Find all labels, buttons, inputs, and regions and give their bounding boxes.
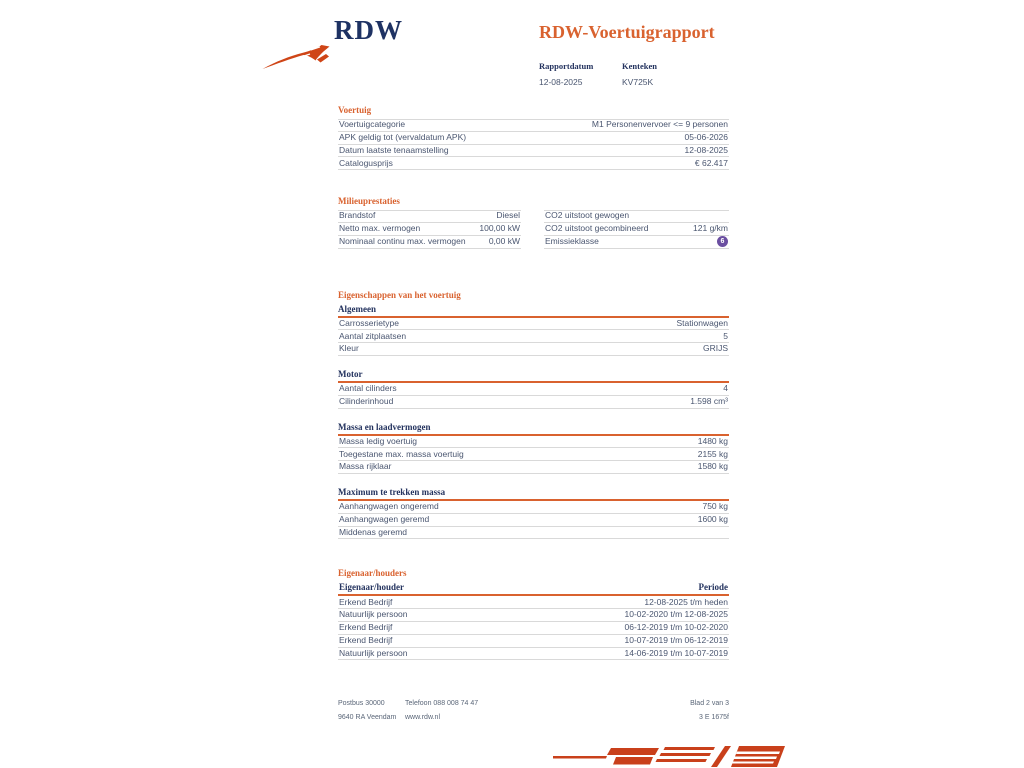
row-label: Massa rijklaar xyxy=(339,461,392,472)
row-label: Kleur xyxy=(339,343,359,354)
report-date-block xyxy=(539,56,593,87)
table-row xyxy=(338,514,729,527)
table-row xyxy=(544,223,729,236)
table-row xyxy=(338,635,729,648)
table-row xyxy=(338,223,521,236)
row-label: Netto max. vermogen xyxy=(339,223,421,234)
period-column-header: Periode xyxy=(698,582,728,593)
report-content xyxy=(338,105,729,660)
rdw-logo-text: RDW xyxy=(334,15,403,45)
table-row xyxy=(338,236,521,249)
owner-cell: Erkend Bedrijf xyxy=(339,635,393,646)
table-row xyxy=(338,145,729,158)
period-cell: 12-08-2025 t/m heden xyxy=(644,596,728,607)
table-row xyxy=(338,210,521,223)
row-label: Nominaal continu max. vermogen xyxy=(339,236,466,247)
row-value: 1.598 cm³ xyxy=(690,396,728,407)
owner-table-header xyxy=(338,582,729,596)
row-label: Emissieklasse xyxy=(545,236,599,247)
period-cell: 10-07-2019 t/m 06-12-2019 xyxy=(624,635,728,646)
page-footer xyxy=(338,700,729,728)
row-label: APK geldig tot (vervaldatum APK) xyxy=(339,132,467,143)
row-label: Catalogusprijs xyxy=(339,157,393,168)
owner-cell: Natuurlijk persoon xyxy=(339,609,408,620)
row-label: Toegestane max. massa voertuig xyxy=(339,448,464,459)
footer-website: www.rdw.nl xyxy=(405,714,441,721)
table-row xyxy=(338,448,729,461)
table-row xyxy=(544,210,729,223)
row-value: 05-06-2026 xyxy=(684,132,728,143)
table-row xyxy=(338,330,729,343)
voertuig-table xyxy=(338,119,729,170)
section-heading-milieuprestaties: Milieuprestaties xyxy=(338,196,400,207)
row-value: 4 xyxy=(723,383,728,394)
period-cell: 14-06-2019 t/m 10-07-2019 xyxy=(624,647,728,658)
emission-class-badge: 6 xyxy=(717,236,728,247)
subsection-heading-trekken: Maximum te trekken massa xyxy=(338,487,729,501)
row-value: 0,00 kW xyxy=(488,236,520,247)
milieu-table-right xyxy=(544,210,729,248)
row-value: Diesel xyxy=(496,210,520,221)
period-cell: 10-02-2020 t/m 12-08-2025 xyxy=(624,609,728,620)
section-heading-eigenschappen: Eigenschappen van het voertuig xyxy=(338,289,461,300)
row-value: 12-08-2025 xyxy=(684,144,728,155)
owner-cell: Erkend Bedrijf xyxy=(339,596,393,607)
footer-phone: Telefoon 088 008 74 47 xyxy=(405,700,479,707)
row-value: 750 kg xyxy=(702,501,728,512)
page-indicator: Blad 2 van 3 xyxy=(690,700,729,707)
section-heading-eigenaren: Eigenaar/houders xyxy=(338,568,407,579)
row-label: Middenas geremd xyxy=(339,526,408,537)
rdw-bird-logo-icon xyxy=(261,26,331,73)
footer-address-line1: Postbus 30000 xyxy=(338,700,385,707)
owner-column-header: Eigenaar/houder xyxy=(339,582,405,593)
table-row xyxy=(338,436,729,449)
owner-table xyxy=(338,596,729,660)
footer-address-line2: 9640 RA Veendam xyxy=(338,714,397,721)
table-row xyxy=(338,383,729,396)
table-row xyxy=(544,236,729,249)
table-row xyxy=(338,157,729,170)
row-label: Aantal cilinders xyxy=(339,383,397,394)
license-plate-block xyxy=(622,56,657,87)
row-label: Voertuigcategorie xyxy=(339,119,406,130)
row-label: Massa ledig voertuig xyxy=(339,435,417,446)
subsection-heading-algemeen: Algemeen xyxy=(338,304,729,318)
row-label: Aanhangwagen ongeremd xyxy=(339,501,439,512)
page-title: RDW-Voertuigrapport xyxy=(539,22,715,42)
row-value: 1580 kg xyxy=(697,461,728,472)
row-label: Aantal zitplaatsen xyxy=(339,330,407,341)
subsection-heading-massa: Massa en laadvermogen xyxy=(338,422,729,436)
row-label: Carrosserietype xyxy=(339,317,399,328)
period-cell: 06-12-2019 t/m 10-02-2020 xyxy=(624,622,728,633)
table-row xyxy=(338,132,729,145)
milieu-tables xyxy=(338,210,729,248)
table-row xyxy=(338,318,729,331)
massa-table xyxy=(338,436,729,474)
row-value: 100,00 kW xyxy=(479,223,520,234)
license-plate-label: Kenteken xyxy=(622,61,657,71)
row-value: 5 xyxy=(723,330,728,341)
table-row xyxy=(338,596,729,609)
row-label: Brandstof xyxy=(339,210,376,221)
row-label: Aanhangwagen geremd xyxy=(339,514,430,525)
table-row xyxy=(338,119,729,132)
form-code: 3 E 1675f xyxy=(699,714,729,721)
report-date-label: Rapportdatum xyxy=(539,61,594,71)
table-row xyxy=(338,527,729,540)
row-value: Stationwagen xyxy=(676,317,728,328)
milieu-table-left xyxy=(338,210,521,248)
row-label: Datum laatste tenaamstelling xyxy=(339,144,449,155)
row-label: CO2 uitstoot gecombineerd xyxy=(545,223,649,234)
row-value: € 62.417 xyxy=(694,157,728,168)
owner-cell: Natuurlijk persoon xyxy=(339,647,408,658)
algemeen-table xyxy=(338,318,729,356)
table-row xyxy=(338,396,729,409)
rdw-speed-stripes-icon xyxy=(553,745,785,768)
table-row xyxy=(338,501,729,514)
row-value: GRIJS xyxy=(702,343,728,354)
section-heading-voertuig: Voertuig xyxy=(338,105,372,115)
motor-table xyxy=(338,383,729,409)
table-row xyxy=(338,461,729,474)
license-plate-value: KV725K xyxy=(622,77,654,87)
row-label: Cilinderinhoud xyxy=(339,396,394,407)
row-value: 1480 kg xyxy=(697,435,728,446)
table-row xyxy=(338,648,729,661)
row-value: 1600 kg xyxy=(697,514,728,525)
row-value: 121 g/km xyxy=(693,223,728,234)
table-row xyxy=(338,343,729,356)
row-value: M1 Personenvervoer <= 9 personen xyxy=(591,119,728,130)
subsection-heading-motor: Motor xyxy=(338,369,729,383)
trekken-table xyxy=(338,501,729,539)
report-date-value: 12-08-2025 xyxy=(539,77,583,87)
row-value: 2155 kg xyxy=(697,448,728,459)
owner-cell: Erkend Bedrijf xyxy=(339,622,393,633)
table-row xyxy=(338,622,729,635)
table-row xyxy=(338,609,729,622)
row-label: CO2 uitstoot gewogen xyxy=(545,210,630,221)
